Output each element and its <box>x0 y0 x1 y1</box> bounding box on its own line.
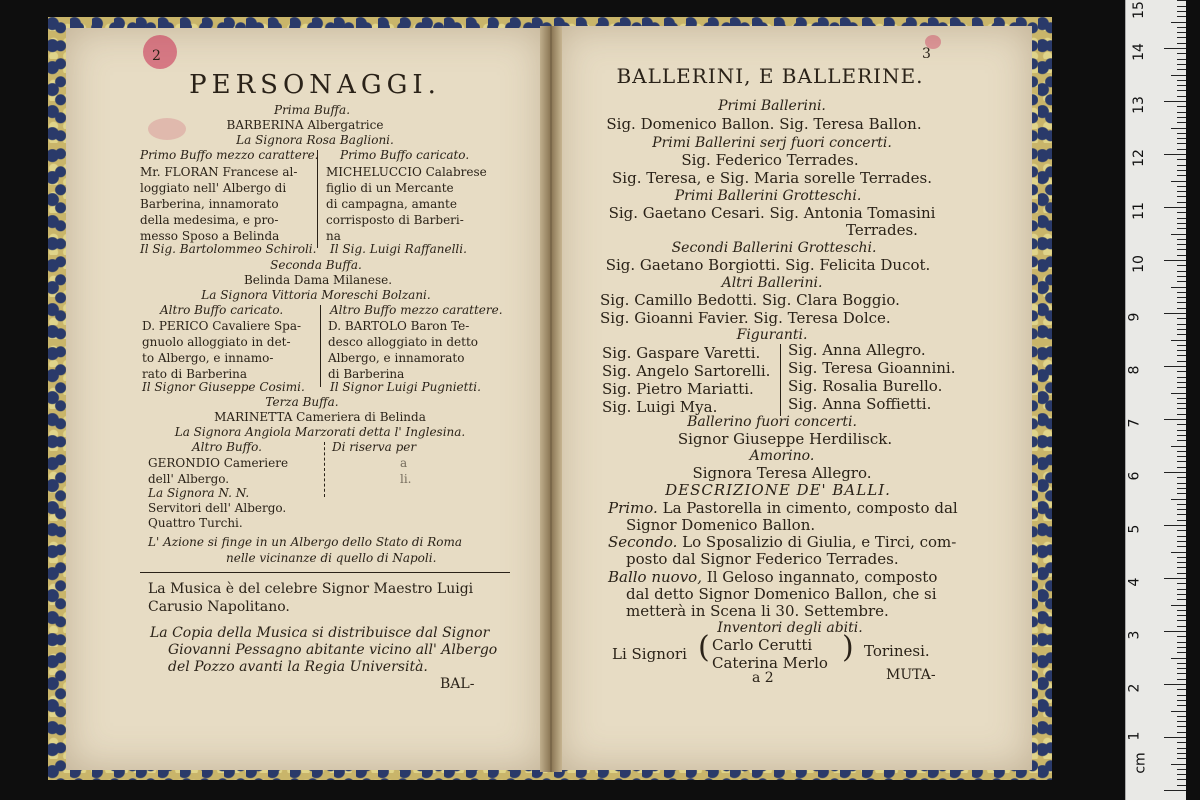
catchword-left: BAL- <box>440 676 475 692</box>
ruler-tick <box>1177 689 1186 690</box>
ruler-tick <box>1177 408 1186 409</box>
ruler-tick <box>1177 133 1186 134</box>
belinda-line: Belinda Dama Milanese. <box>243 273 393 287</box>
ruler-tick <box>1177 589 1186 590</box>
ruler-tick <box>1177 308 1186 309</box>
ruler-tick <box>1177 43 1186 44</box>
amorino-head: Amorino. <box>749 448 815 464</box>
ruler-tick <box>1177 53 1186 54</box>
ruler-tick <box>1177 334 1186 335</box>
ruler-tick <box>1177 673 1186 674</box>
ruler-tick <box>1177 626 1186 627</box>
ruler-tick <box>1171 181 1186 182</box>
figuranti-head: Figuranti. <box>736 327 808 343</box>
col5-actor: La Signora N. N. <box>148 486 250 500</box>
ruler-number: 10 <box>1130 255 1147 273</box>
ruler-tick <box>1177 520 1186 521</box>
ruler-tick <box>1177 271 1186 272</box>
ruler-tick <box>1171 499 1186 500</box>
seconda-buffa-head: Seconda Buffa. <box>270 258 362 272</box>
ruler-tick <box>1171 128 1186 129</box>
ruler-tick <box>1177 557 1186 558</box>
ruler-tick <box>1177 59 1186 60</box>
copia-line-2: Giovanni Pessagno abitante vicino all' Albergo <box>168 642 498 658</box>
ruler-tick <box>1177 726 1186 727</box>
prima-buffa-head: Prima Buffa. <box>273 103 351 117</box>
ruler-tick <box>1177 302 1186 303</box>
ruler-tick <box>1177 377 1186 378</box>
ruler-tick <box>1171 234 1186 235</box>
ruler-number: 8 <box>1126 365 1143 375</box>
ruler-tick <box>1177 175 1186 176</box>
ruler-tick <box>1177 6 1186 7</box>
ruler-tick <box>1177 435 1186 436</box>
ruler-number: 14 <box>1130 43 1147 61</box>
ruler-tick <box>1177 620 1186 621</box>
ruler-tick <box>1177 541 1186 542</box>
ruler-tick <box>1177 615 1186 616</box>
ruler-tick <box>1177 536 1186 537</box>
ballerino-head: Ballerino fuori concerti. <box>687 414 857 430</box>
ruler-tick <box>1164 684 1186 685</box>
col4-head: Altro Buffo mezzo carattere. <box>330 303 503 317</box>
primo-line-2: Signor Domenico Ballon. <box>626 516 816 534</box>
primo-line-1: Primo. La Pastorella in cimento, composto dal <box>608 499 958 517</box>
ruler-tick <box>1177 594 1186 595</box>
secondi-head: Secondi Ballerini Grotteschi. <box>671 240 877 256</box>
nuovo-line-2: dal detto Signor Domenico Ballon, che si <box>626 585 937 603</box>
ruler-tick <box>1177 143 1186 144</box>
musica-line-2: Carusio Napolitano. <box>148 599 290 615</box>
grott-line-1: Sig. Gaetano Cesari. Sig. Antonia Tomasini <box>608 204 936 222</box>
amorino-line: Signora Teresa Allegro. <box>692 464 872 482</box>
ruler-tick <box>1171 393 1186 394</box>
altri-head: Altri Ballerini. <box>721 275 823 291</box>
ruler-tick <box>1177 509 1186 510</box>
page-title-left: PERSONAGGI. <box>189 70 441 100</box>
col3-actor: Il Signor Giuseppe Cosimi. <box>142 380 305 394</box>
ruler-tick <box>1171 340 1186 341</box>
column-rule <box>320 305 321 387</box>
ruler-tick <box>1177 668 1186 669</box>
ruler-tick <box>1177 700 1186 701</box>
bolzani-line: La Signora Vittoria Moreschi Bolzani. <box>201 288 431 302</box>
serj-line-1: Sig. Federico Terrades. <box>681 151 859 169</box>
ruler-tick <box>1164 790 1186 791</box>
ruler-tick <box>1177 218 1186 219</box>
ruler-tick <box>1177 483 1186 484</box>
col6-body: a li. <box>400 456 412 486</box>
ruler-tick <box>1171 764 1186 765</box>
ruler-tick <box>1177 732 1186 733</box>
ruler-tick <box>1177 329 1186 330</box>
ruler-tick <box>1177 265 1186 266</box>
ruler-number: 7 <box>1126 418 1143 428</box>
ballerino-line: Signor Giuseppe Herdilisck. <box>677 430 893 448</box>
ruler-tick <box>1177 546 1186 547</box>
ruler-number: 13 <box>1130 96 1147 114</box>
ruler-tick <box>1177 318 1186 319</box>
ruler-tick <box>1177 610 1186 611</box>
ruler-tick <box>1177 753 1186 754</box>
ruler-tick <box>1177 159 1186 160</box>
musica-line-1: La Musica è del celebre Signor Maestro Luigi <box>148 581 474 597</box>
ruler-tick <box>1177 345 1186 346</box>
ruler-tick <box>1177 244 1186 245</box>
col4-actor: Il Signor Luigi Pugnietti. <box>330 380 481 394</box>
col5-head: Altro Buffo. <box>192 440 262 454</box>
ruler-tick <box>1177 149 1186 150</box>
ruler-tick <box>1177 567 1186 568</box>
ruler-tick <box>1177 461 1186 462</box>
ruler-tick <box>1164 525 1186 526</box>
col2-head: Primo Buffo caricato. <box>340 148 470 162</box>
ruler-tick <box>1164 313 1186 314</box>
ruler-tick <box>1164 48 1186 49</box>
inventori-names: Carlo Cerutti Caterina Merlo <box>712 636 828 672</box>
nuovo-line-1: Ballo nuovo, Il Geloso ingannato, composto <box>608 568 938 586</box>
ruler-tick <box>1177 11 1186 12</box>
grott-line-2: Terrades. <box>846 221 918 239</box>
ruler-tick <box>1177 504 1186 505</box>
ruler-tick <box>1177 716 1186 717</box>
primi-head: Primi Ballerini. <box>718 98 826 114</box>
ruler-number: 2 <box>1126 683 1143 693</box>
ruler-tick <box>1177 106 1186 107</box>
azione-line-1: L' Azione si finge in un Albergo dello Stato di Roma <box>148 535 462 549</box>
ruler-number: 3 <box>1126 630 1143 640</box>
ruler-tick <box>1177 785 1186 786</box>
ruler-tick <box>1177 297 1186 298</box>
ruler-tick <box>1171 22 1186 23</box>
ruler-tick <box>1177 239 1186 240</box>
stamp-residue <box>148 118 186 140</box>
ruler-tick <box>1177 583 1186 584</box>
ruler-tick <box>1177 276 1186 277</box>
ruler-tick <box>1177 382 1186 383</box>
ruler-tick <box>1171 75 1186 76</box>
copia-line-1: La Copia della Musica si distribuisce dal Signor <box>150 625 490 641</box>
azione-line-2: nelle vicinanze di quello di Napoli. <box>226 551 437 565</box>
ruler-tick <box>1177 477 1186 478</box>
col2-actor: Il Sig. Luigi Raffanelli. <box>330 242 467 256</box>
ruler-tick <box>1177 196 1186 197</box>
marzorati-line: La Signora Angiola Marzorati detta l' Inglesina. <box>174 425 466 439</box>
ruler-tick <box>1164 472 1186 473</box>
ruler-tick <box>1177 64 1186 65</box>
ruler-tick <box>1177 721 1186 722</box>
ruler-tick <box>1177 705 1186 706</box>
li-signori: Li Signori <box>612 645 687 663</box>
ruler-tick <box>1177 191 1186 192</box>
ruler-number: 12 <box>1130 149 1147 167</box>
ruler-tick <box>1177 0 1186 1</box>
nuovo-line-3: metterà in Scena li 30. Settembre. <box>626 602 889 620</box>
ruler-tick <box>1177 652 1186 653</box>
ruler-tick <box>1177 117 1186 118</box>
column-rule <box>324 442 325 497</box>
col3-head: Altro Buffo caricato. <box>160 303 284 317</box>
col3-body: D. PERICO Cavaliere Spa- gnuolo alloggiato in det- to Albergo, e innamo- rato di Barberina <box>142 319 302 381</box>
ruler-tick <box>1177 456 1186 457</box>
secondi-line: Sig. Gaetano Borgiotti. Sig. Felicita Ducot. <box>605 256 931 274</box>
ruler-tick <box>1177 387 1186 388</box>
ruler-tick <box>1164 419 1186 420</box>
marinetta-line: MARINETTA Cameriera di Belinda <box>214 410 426 424</box>
ruler-tick <box>1177 403 1186 404</box>
ruler-tick <box>1177 642 1186 643</box>
ruler-tick <box>1177 223 1186 224</box>
ruler-tick <box>1177 514 1186 515</box>
ruler-tick <box>1177 112 1186 113</box>
ruler-tick <box>1177 414 1186 415</box>
ruler-tick <box>1177 636 1186 637</box>
terza-buffa-head: Terza Buffa. <box>265 395 339 409</box>
ruler-tick <box>1171 552 1186 553</box>
ruler-tick <box>1177 138 1186 139</box>
primi-line: Sig. Domenico Ballon. Sig. Teresa Ballon. <box>606 115 922 133</box>
ruler-tick <box>1177 32 1186 33</box>
col1-body: Mr. FLORAN Francese al- loggiato nell' Albergo di Barberina, innamorato della medesima, e pro- messo Sposo a Belinda <box>140 165 298 243</box>
secondo-line-1: Secondo. Lo Sposalizio di Giulia, e Tirci, com- <box>608 533 957 551</box>
ruler-tick <box>1177 186 1186 187</box>
secondo-line-2: posto dal Signor Federico Terrades. <box>626 550 899 568</box>
rule-divider <box>140 572 510 573</box>
ruler-number: 4 <box>1126 577 1143 587</box>
ruler-tick <box>1177 324 1186 325</box>
ruler-tick <box>1177 774 1186 775</box>
signature-mark: a 2 <box>752 670 774 686</box>
ruler-tick <box>1177 398 1186 399</box>
ruler-tick <box>1177 350 1186 351</box>
altri-line-1: Sig. Camillo Bedotti. Sig. Clara Boggio. <box>600 291 900 309</box>
ruler-tick <box>1177 96 1186 97</box>
ruler-tick <box>1177 80 1186 81</box>
ruler-tick <box>1177 451 1186 452</box>
ruler-tick <box>1164 366 1186 367</box>
ruler-tick <box>1177 695 1186 696</box>
col4-body: D. BARTOLO Baron Te- desco alloggiato in detto Albergo, e innamorato di Barberina <box>328 319 479 381</box>
ruler-tick <box>1164 260 1186 261</box>
figuranti-left: Sig. Gaspare Varetti. Sig. Angelo Sartorelli. Sig. Pietro Mariatti. Sig. Luigi Mya. <box>602 344 771 416</box>
ruler-tick <box>1177 281 1186 282</box>
ruler-number: 9 <box>1126 312 1143 322</box>
ruler-tick <box>1177 170 1186 171</box>
ruler-tick <box>1164 101 1186 102</box>
ruler-tick <box>1177 212 1186 213</box>
ruler-tick <box>1177 228 1186 229</box>
right-brace: ) <box>842 630 854 665</box>
ruler-tick <box>1177 488 1186 489</box>
ruler-number: 5 <box>1126 524 1143 534</box>
ruler-tick <box>1177 742 1186 743</box>
ruler-tick <box>1171 658 1186 659</box>
ruler-tick <box>1177 493 1186 494</box>
ruler-tick <box>1177 355 1186 356</box>
ruler-tick <box>1177 769 1186 770</box>
inventori-head: Inventori degli abiti. <box>717 620 863 636</box>
ruler-tick <box>1177 69 1186 70</box>
ruler-tick <box>1177 430 1186 431</box>
ruler-tick <box>1177 371 1186 372</box>
ruler-tick <box>1177 758 1186 759</box>
grott-head: Primi Ballerini Grotteschi. <box>674 188 862 204</box>
ruler-number: 1 <box>1126 731 1143 741</box>
ruler-tick <box>1177 361 1186 362</box>
altri-line-2: Sig. Gioanni Favier. Sig. Teresa Dolce. <box>600 309 891 327</box>
turchi-line: Quattro Turchi. <box>148 516 243 530</box>
ruler-number: 11 <box>1130 202 1147 220</box>
page-number-left: 2 <box>152 48 161 64</box>
ruler-unit: cm <box>1132 752 1149 774</box>
ruler-tick <box>1171 711 1186 712</box>
column-rule <box>317 150 318 248</box>
ruler-tick <box>1164 631 1186 632</box>
col5-body: GERONDIO Cameriere dell' Albergo. <box>148 456 289 486</box>
serj-line-2: Sig. Teresa, e Sig. Maria sorelle Terrades. <box>612 169 932 187</box>
ruler-tick <box>1171 446 1186 447</box>
ruler-tick <box>1177 249 1186 250</box>
ruler-tick <box>1177 85 1186 86</box>
ruler-tick <box>1171 605 1186 606</box>
column-rule <box>780 344 781 416</box>
ruler-tick <box>1177 165 1186 166</box>
col6-head: Di riserva per <box>332 440 417 454</box>
ruler-tick <box>1177 573 1186 574</box>
page-number-right: 3 <box>922 46 931 62</box>
ruler-tick <box>1164 737 1186 738</box>
catchword-right: MUTA- <box>886 667 936 683</box>
ruler-tick <box>1177 562 1186 563</box>
ruler-tick <box>1177 599 1186 600</box>
figuranti-right: Sig. Anna Allegro. Sig. Teresa Gioannini. Sig. Rosalia Burello. Sig. Anna Soffietti. <box>788 341 956 413</box>
ruler-tick <box>1177 255 1186 256</box>
book-gutter <box>540 26 562 772</box>
ruler-tick <box>1177 424 1186 425</box>
ruler-tick <box>1177 647 1186 648</box>
ruler-tick <box>1177 530 1186 531</box>
ruler-tick <box>1177 663 1186 664</box>
servitori-line: Servitori dell' Albergo. <box>148 501 287 515</box>
page-title-right: BALLERINI, E BALLERINE. <box>616 64 924 88</box>
ruler-tick <box>1164 154 1186 155</box>
baglioni-line: La Signora Rosa Baglioni. <box>236 133 394 147</box>
ruler-tick <box>1177 122 1186 123</box>
col1-head: Primo Buffo mezzo carattere. <box>140 148 319 162</box>
ruler-tick <box>1164 207 1186 208</box>
ruler-tick <box>1177 679 1186 680</box>
ruler-tick <box>1177 779 1186 780</box>
ruler-number: 15 <box>1130 1 1147 19</box>
descrizione-head: DESCRIZIONE DE' BALLI. <box>665 481 891 499</box>
ruler-tick <box>1171 287 1186 288</box>
ruler-tick <box>1177 748 1186 749</box>
ruler-tick <box>1177 90 1186 91</box>
ruler-tick <box>1177 440 1186 441</box>
ruler-tick <box>1177 37 1186 38</box>
left-brace: ( <box>698 630 710 665</box>
ruler-tick <box>1177 202 1186 203</box>
copia-line-3: del Pozzo avanti la Regia Università. <box>168 659 428 675</box>
ruler-tick <box>1177 16 1186 17</box>
col2-body: MICHELUCCIO Calabrese figlio di un Mercante di campagna, amante corrisposto di Barberi- na <box>326 165 487 243</box>
serj-head: Primi Ballerini serj fuori concerti. <box>652 135 892 151</box>
ruler-tick <box>1164 578 1186 579</box>
ruler-number: 6 <box>1126 471 1143 481</box>
barberina-line: BARBERINA Albergatrice <box>226 118 384 132</box>
measuring-ruler <box>1125 0 1186 800</box>
ruler-tick <box>1177 292 1186 293</box>
col1-actor: Il Sig. Bartolommeo Schiroli. <box>140 242 317 256</box>
ruler-tick <box>1177 27 1186 28</box>
torinesi-line: Torinesi. <box>864 642 930 660</box>
ruler-tick <box>1177 467 1186 468</box>
